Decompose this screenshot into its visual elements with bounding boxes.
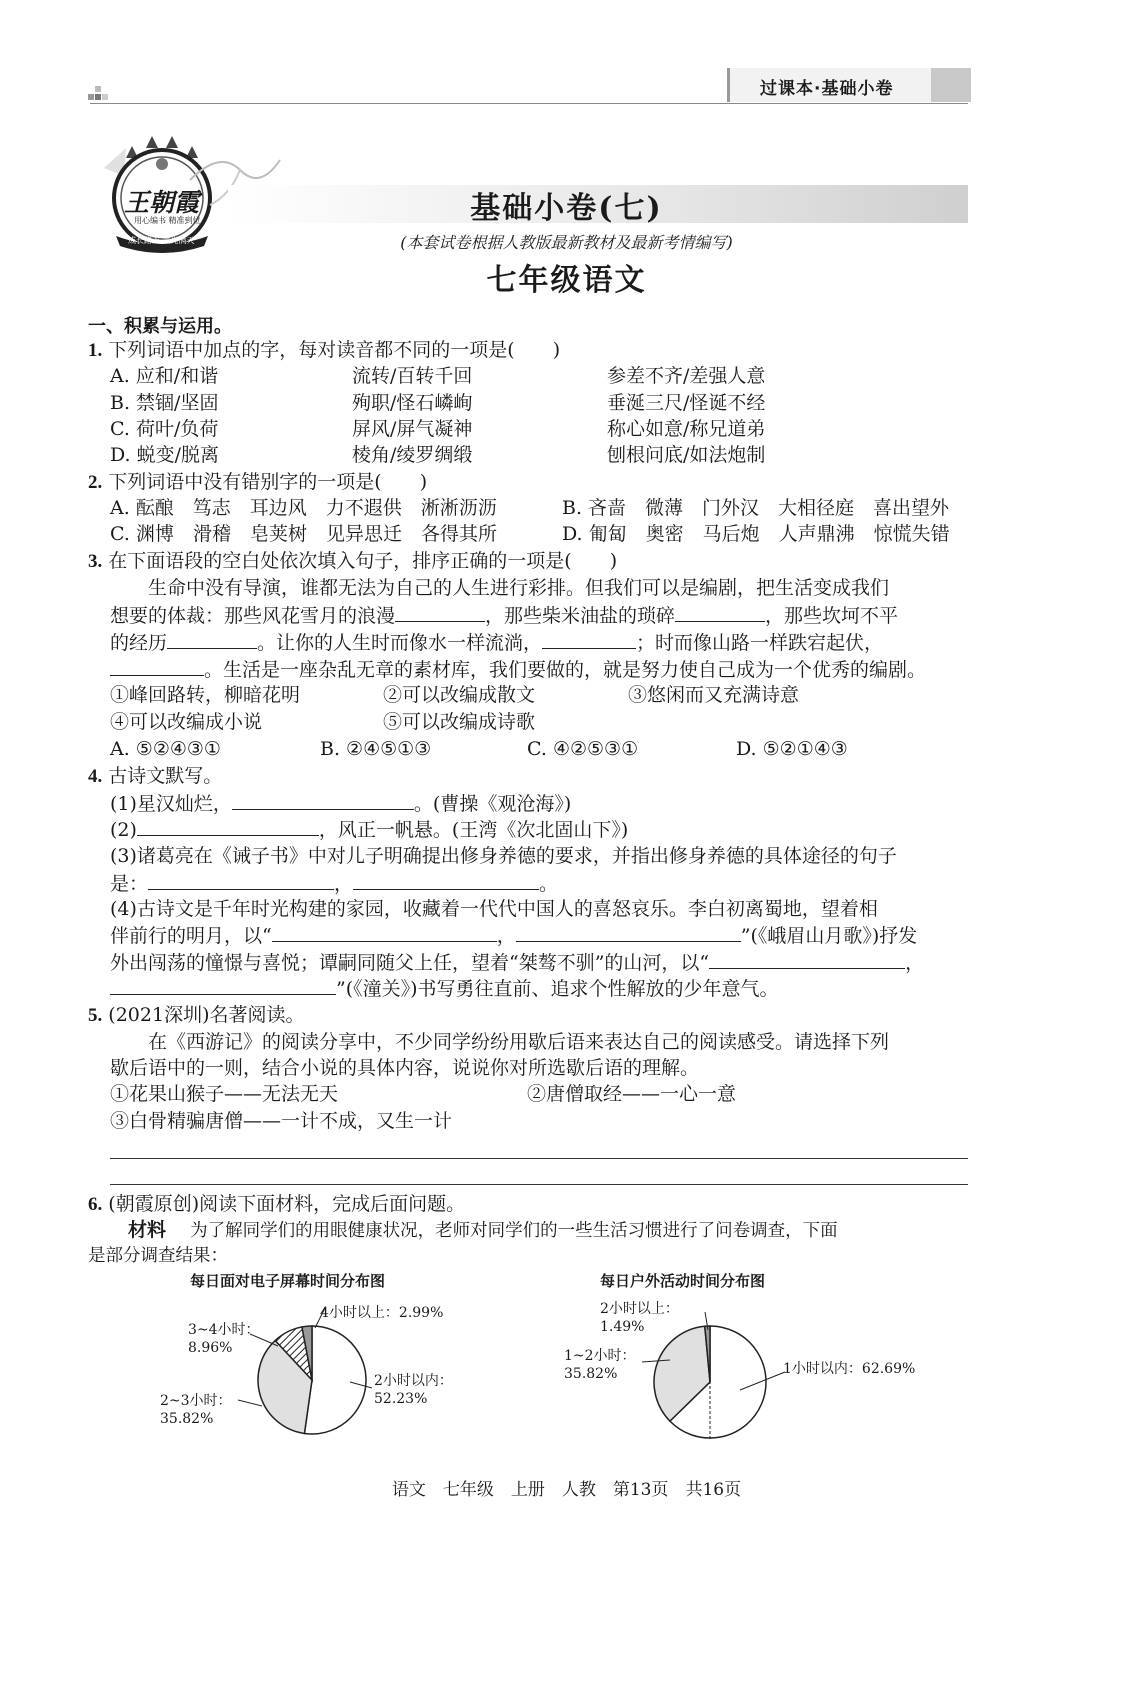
option-cell: 垂涎三尺/怪诞不经 [607, 392, 766, 414]
sentence-option: ①峰回路转，柳暗花明 [110, 684, 301, 706]
chart-title-outdoor: 每日户外活动时间分布图 [600, 1272, 766, 1290]
pie-label-name: 2小时以上： [600, 1301, 679, 1317]
option-cell: D. 蜕变/脱离 [110, 444, 220, 466]
choice-d: D. ⑤②①④③ [736, 738, 848, 760]
pie-label-value: 1.49% [600, 1319, 645, 1335]
passage-line: 歇后语中的一则，结合小说的具体内容，说说你对所选歇后语的理解。 [110, 1057, 700, 1079]
recite-text: 是： [110, 873, 149, 895]
recite-text: 伴前行的明月，以“ [110, 925, 272, 947]
question-stem: 古诗文默写。 [108, 765, 223, 787]
answer-blank[interactable] [232, 789, 414, 810]
passage-text: 的经历 [110, 632, 168, 654]
question-5 [88, 1001, 304, 1030]
question-number: 1. [88, 340, 103, 361]
recite-text: 。 [539, 873, 559, 895]
pie-label-1h-within: 1小时以内：62.69% [783, 1361, 916, 1377]
pie-label-2h-within [374, 1372, 453, 1408]
passage-text: 。生活是一座杂乱无章的素材库，我们要做的，就是努力使自己成为一个优秀的编剧。 [204, 659, 927, 681]
pie-label-3-4h [188, 1321, 260, 1357]
passage-text: 想要的体裁：那些风花雪月的浪漫 [110, 605, 396, 627]
section-heading: 一、积累与运用。 [88, 316, 232, 337]
question-stem: (2021深圳)名著阅读。 [108, 1004, 305, 1026]
recite-text: (2) [110, 819, 137, 841]
pie-label-value: 35.82% [564, 1366, 618, 1382]
passage-line [110, 628, 883, 658]
passage-text: ，那些柴米油盐的琐碎 [485, 605, 676, 627]
answer-blank[interactable] [137, 815, 319, 836]
answer-blank[interactable] [110, 655, 204, 676]
recite-line: (3)诸葛亮在《诫子书》中对儿子明确提出修身养德的要求，并指出修身养德的具体途径的句子 [110, 845, 897, 867]
option-cell: C. 荷叶/负荷 [110, 418, 219, 440]
sentence-option: ②可以改编成散文 [383, 684, 536, 706]
recite-line [110, 921, 917, 951]
pie-leader-line [238, 1400, 262, 1406]
paper-title: 基础小卷(七) [470, 191, 663, 226]
passage-line: 生命中没有导演，谁都无法为自己的人生进行彩排。但我们可以是编剧，把生活变成我们 [148, 577, 890, 599]
chart-title-screen: 每日面对电子屏幕时间分布图 [190, 1272, 386, 1290]
logo-brand: 王朝霞 [124, 188, 200, 217]
answer-blank[interactable] [110, 974, 336, 995]
question-6 [88, 1190, 465, 1219]
answer-blank[interactable] [675, 601, 765, 622]
paper-subject: 七年级语文 [486, 263, 647, 298]
pie-label-name: 2~3小时： [160, 1393, 232, 1409]
option-cell: 流转/百转千回 [352, 365, 473, 387]
choice-a: A. ⑤②④③① [110, 738, 221, 760]
proverb-option: ②唐僧取经——一心一意 [527, 1083, 737, 1105]
passage-text: ，那些坎坷不平 [765, 605, 899, 627]
question-1 [88, 336, 560, 365]
proverb-option: ①花果山猴子——无法无天 [110, 1083, 339, 1105]
pie-label-value: 8.96% [188, 1340, 233, 1356]
recite-line: (4)古诗文是千年时光构建的家园，收藏着一代代中国人的喜怒哀乐。李白初离蜀地，望着相 [110, 898, 878, 920]
passage-text: 。让你的人生时而像水一样流淌， [257, 632, 543, 654]
option-row [110, 441, 219, 470]
option-row: C. 渊博 滑稽 皂荚树 见异思迁 各得其所 [110, 523, 497, 545]
answer-blank[interactable] [167, 628, 257, 649]
pie-label-name: 1~2小时： [564, 1348, 636, 1364]
answer-blank[interactable] [272, 921, 497, 942]
question-stem: 在下面语段的空白处依次填入句子，排序正确的一项是( ) [108, 550, 618, 572]
option-cell: 屏风/屏气凝神 [352, 418, 473, 440]
question-number: 2. [88, 472, 103, 493]
option-cell: 称心如意/称兄道弟 [607, 418, 766, 440]
option-row [110, 362, 218, 391]
option-cell: 棱角/绫罗绸缎 [352, 444, 473, 466]
answer-blank[interactable] [395, 601, 485, 622]
option-cell: B. 禁锢/坚固 [110, 392, 219, 414]
pie-label-name: 2小时以内： [374, 1373, 453, 1389]
question-4 [88, 762, 222, 791]
option-cell: 刨根问底/如法炮制 [607, 444, 766, 466]
page-footer: 语文 七年级 上册 人教 第13页 共16页 [391, 1480, 742, 1500]
option-row [110, 389, 218, 418]
sentence-option: ⑤可以改编成诗歌 [383, 711, 536, 733]
option-row [352, 441, 472, 470]
question-stem: (朝霞原创)阅读下面材料，完成后面问题。 [108, 1193, 466, 1215]
material-line: 是部分调查结果： [88, 1246, 228, 1266]
option-row [607, 415, 765, 444]
option-row [607, 441, 765, 470]
pie-label-2h-above [600, 1300, 679, 1336]
recite-text: ”(《峨眉山月歌》)抒发 [740, 925, 918, 947]
logo-slogan-1: 用心编书 精准到位 [134, 216, 201, 225]
header-tag: 过课本·基础小卷 [760, 79, 894, 99]
option-cell: 殉职/怪石嶙峋 [352, 392, 473, 414]
paper-subtitle: (本套试卷根据人教版最新教材及最新考情编写) [400, 233, 733, 252]
question-3 [88, 547, 617, 576]
option-cell: A. 应和/和谐 [110, 365, 219, 387]
material-line [128, 1216, 838, 1246]
question-2 [88, 468, 427, 497]
recite-text: 外出闯荡的憧憬与喜悦；谭嗣同随父上任，望着“桀骜不驯”的山河，以“ [110, 952, 710, 974]
logo-slogan-2: 成长路上 霞光满天 [128, 236, 195, 245]
recite-text: 。(曹操《观沧海》) [413, 793, 572, 815]
choice-c: C. ④②⑤③① [527, 738, 639, 760]
recite-line [110, 974, 779, 1004]
answer-blank[interactable] [542, 628, 636, 649]
pie-label-value: 52.23% [374, 1391, 428, 1407]
recite-text: ，风正一帆悬。(王湾《次北固山下》) [318, 819, 629, 841]
pie-label-name: 3~4小时： [188, 1322, 260, 1338]
option-row: D. 匍匐 奥密 马后炮 人声鼎沸 惊慌失错 [562, 523, 950, 545]
recite-text: ， [905, 952, 925, 974]
sentence-option: ④可以改编成小说 [110, 711, 263, 733]
question-stem: 下列词语中没有错别字的一项是( ) [108, 471, 428, 493]
question-number: 4. [88, 766, 103, 787]
question-number: 3. [88, 551, 103, 572]
option-row [110, 415, 218, 444]
option-row: A. 酝酿 笃志 耳边风 力不遐供 淅淅沥沥 [110, 497, 497, 519]
pie-label-4h-plus: 4小时以上：2.99% [320, 1305, 444, 1321]
question-number: 5. [88, 1005, 103, 1026]
option-row [352, 415, 472, 444]
option-row [352, 362, 472, 391]
answer-blank[interactable] [148, 869, 334, 890]
option-row [352, 389, 472, 418]
option-row [607, 389, 765, 418]
pie-label-1-2h [564, 1347, 636, 1383]
answer-line[interactable] [110, 1184, 968, 1185]
proverb-option: ③白骨精骗唐僧——一计不成，又生一计 [110, 1110, 453, 1132]
pie-slice-2-0 [304, 1326, 366, 1434]
option-row: B. 吝啬 微薄 门外汉 大相径庭 喜出望外 [562, 497, 950, 519]
header-tag-box [727, 68, 971, 102]
answer-blank[interactable] [709, 948, 905, 969]
passage-line: 在《西游记》的阅读分享中，不少同学纷纷用歇后语来表达自己的阅读感受。请选择下列 [148, 1031, 890, 1053]
sentence-option: ③悠闲而又充满诗意 [628, 684, 800, 706]
option-row [607, 362, 765, 391]
passage-line [110, 601, 898, 631]
answer-blank[interactable] [516, 921, 741, 942]
pie-label-2-3h [160, 1392, 232, 1428]
material-text: 为了解同学们的用眼健康状况，老师对同学们的一些生活习惯进行了问卷调查，下面 [190, 1221, 838, 1241]
question-number: 6. [88, 1194, 103, 1215]
answer-blank[interactable] [353, 869, 539, 890]
answer-line[interactable] [110, 1158, 968, 1159]
pie-label-value: 35.82% [160, 1411, 214, 1427]
choice-b: B. ②④⑤①③ [320, 738, 432, 760]
recite-text: ， [334, 873, 354, 895]
recite-text: (1)星汉灿烂， [110, 793, 232, 815]
passage-text: ；时而像山路一样跌宕起伏， [636, 632, 884, 654]
recite-text: ”(《潼关》)书写勇往直前、追求个性解放的少年意气。 [336, 978, 779, 1000]
material-label: 材料 [128, 1219, 167, 1241]
recite-text: ， [496, 925, 516, 947]
option-cell: 参差不齐/差强人意 [607, 365, 766, 387]
header-rule [90, 103, 968, 104]
question-stem: 下列词语中加点的字，每对读音都不同的一项是( ) [108, 339, 561, 361]
recite-line [110, 815, 628, 845]
